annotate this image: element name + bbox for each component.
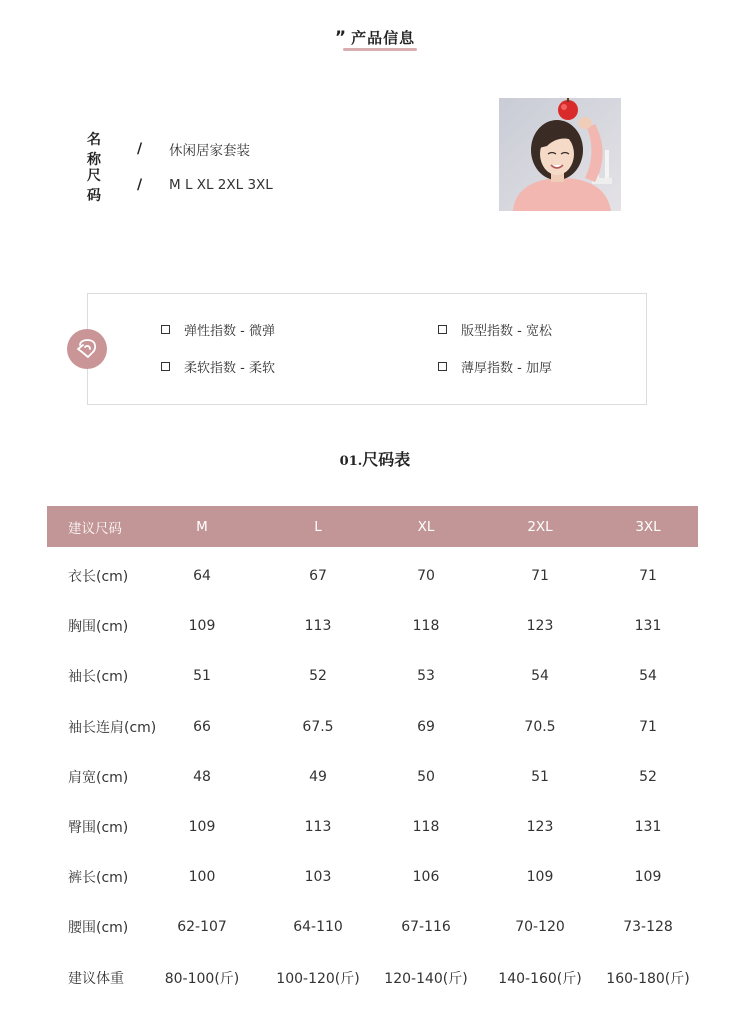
row-label: 裤长(cm) <box>68 870 129 886</box>
separator: / <box>137 177 143 193</box>
size-table-title-text: 尺码表 <box>362 450 411 469</box>
table-row <box>47 762 698 792</box>
table-cell: 73-128 <box>623 919 673 935</box>
feature-fit <box>438 320 552 339</box>
quote-mark-icon: ” <box>334 28 348 48</box>
table-cell: 140-160(斤) <box>498 971 582 987</box>
table-cell: 131 <box>634 618 662 634</box>
table-cell: 118 <box>412 618 440 634</box>
table-cell: 123 <box>526 819 554 835</box>
table-cell: 131 <box>634 819 662 835</box>
row-label: 胸围(cm) <box>68 619 129 635</box>
row-label: 袖长连肩(cm) <box>68 720 157 736</box>
checkbox-icon <box>438 362 447 371</box>
header-cell: 3XL <box>635 518 661 535</box>
table-cell: 51 <box>193 668 211 684</box>
separator: / <box>137 141 143 157</box>
section-title-text: 产品信息 <box>351 29 416 47</box>
table-cell: 109 <box>188 618 216 634</box>
title-underline <box>343 48 417 51</box>
feature-label: 版型指数 - 宽松 <box>461 324 552 339</box>
product-name-label: 名称 <box>87 132 115 168</box>
table-cell: 62-107 <box>177 919 227 935</box>
table-cell: 118 <box>412 819 440 835</box>
header-cell: M <box>196 518 208 535</box>
table-cell: 106 <box>412 869 440 885</box>
table-cell: 54 <box>639 668 657 684</box>
fabric-icon <box>67 329 107 369</box>
table-cell: 70-120 <box>515 919 565 935</box>
table-row <box>47 812 698 842</box>
feature-label: 弹性指数 - 微弹 <box>184 324 275 339</box>
header-cell: L <box>314 518 322 535</box>
table-cell: 64-110 <box>293 919 343 935</box>
table-cell: 71 <box>639 719 657 735</box>
table-row <box>47 661 698 691</box>
checkbox-icon <box>161 362 170 371</box>
size-table-header <box>47 506 698 547</box>
table-cell: 113 <box>304 819 332 835</box>
table-cell: 66 <box>193 719 211 735</box>
table-cell: 48 <box>193 769 211 785</box>
table-cell: 71 <box>639 568 657 584</box>
product-size-value: M L XL 2XL 3XL <box>169 177 273 193</box>
size-table-number: 01. <box>339 454 363 469</box>
header-cell: 2XL <box>527 518 553 535</box>
table-cell: 103 <box>304 869 332 885</box>
table-cell: 100-120(斤) <box>276 971 360 987</box>
table-cell: 113 <box>304 618 332 634</box>
table-cell: 109 <box>188 819 216 835</box>
header-cell: XL <box>417 518 435 535</box>
row-label: 袖长(cm) <box>68 669 129 685</box>
table-cell: 54 <box>531 668 549 684</box>
model-photo <box>499 98 621 211</box>
product-size-label: 尺码 <box>87 168 115 204</box>
table-cell: 69 <box>417 719 435 735</box>
product-size-row <box>87 165 273 205</box>
section-title <box>0 27 750 48</box>
header-cell: 建议尺码 <box>68 520 122 537</box>
table-cell: 50 <box>417 769 435 785</box>
table-cell: 71 <box>531 568 549 584</box>
table-cell: 67.5 <box>302 719 334 735</box>
table-row <box>47 561 698 591</box>
table-row <box>47 611 698 641</box>
row-label: 臀围(cm) <box>68 820 129 836</box>
table-cell: 52 <box>639 769 657 785</box>
row-label: 腰围(cm) <box>68 920 129 936</box>
table-cell: 67-116 <box>401 919 451 935</box>
feature-label: 柔软指数 - 柔软 <box>184 361 275 376</box>
table-cell: 49 <box>309 769 327 785</box>
checkbox-icon <box>438 325 447 334</box>
feature-elasticity <box>161 320 275 339</box>
table-cell: 52 <box>309 668 327 684</box>
features-box <box>87 293 647 405</box>
table-cell: 70 <box>417 568 435 584</box>
table-cell: 64 <box>193 568 211 584</box>
table-row <box>47 862 698 892</box>
feature-softness <box>161 357 275 376</box>
table-cell: 100 <box>188 869 216 885</box>
table-cell: 51 <box>531 769 549 785</box>
row-label: 肩宽(cm) <box>68 770 129 786</box>
checkbox-icon <box>161 325 170 334</box>
table-cell: 53 <box>417 668 435 684</box>
product-name-value: 休闲居家套装 <box>169 143 250 159</box>
table-cell: 67 <box>309 568 327 584</box>
table-cell: 160-180(斤) <box>606 971 690 987</box>
row-label: 衣长(cm) <box>68 569 129 585</box>
table-cell: 80-100(斤) <box>164 971 240 987</box>
table-cell: 120-140(斤) <box>384 971 468 987</box>
feature-thickness <box>438 357 552 376</box>
table-row <box>47 912 698 942</box>
row-label: 建议体重 <box>68 971 124 987</box>
size-table-title <box>0 447 750 470</box>
table-cell: 123 <box>526 618 554 634</box>
table-cell: 70.5 <box>524 719 556 735</box>
table-row <box>47 963 698 993</box>
table-cell: 109 <box>634 869 662 885</box>
feature-label: 薄厚指数 - 加厚 <box>461 361 552 376</box>
product-name-row <box>87 129 250 169</box>
table-row <box>47 712 698 742</box>
table-cell: 109 <box>526 869 554 885</box>
